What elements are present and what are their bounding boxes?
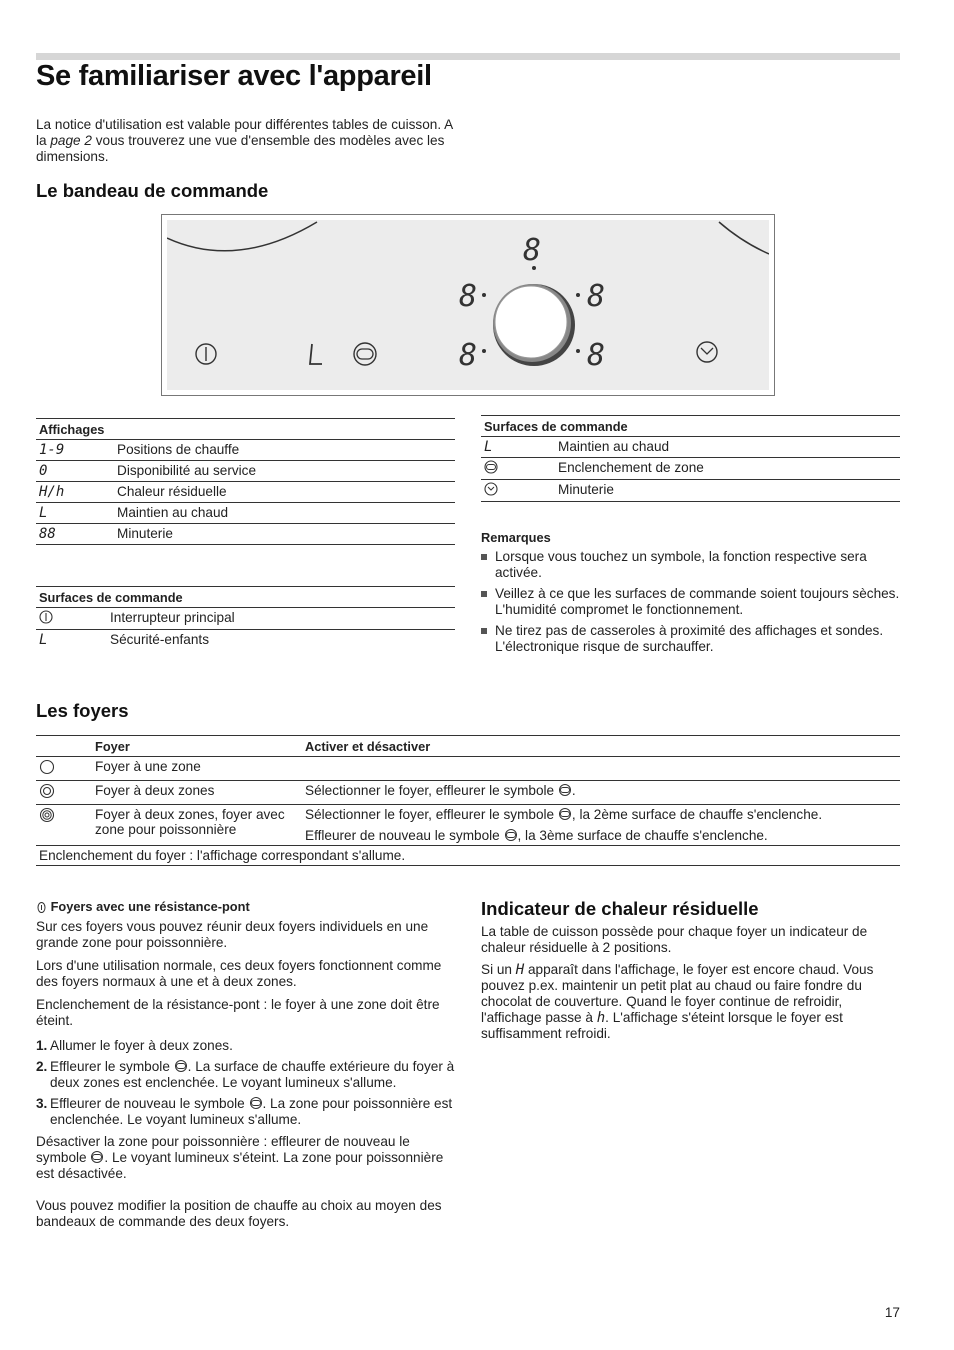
indicateur-p2: Si un H apparaît dans l'affichage, le foyer est encore chaud. Vous pouvez p.ex. maintenir un petit plat au chaud ou faire fondre du chocolat de couverture. Quand le foyer continue de refroidir, l'affichage passe à h. L'affichage s'éteint lorsque le foyer est suffisamment refroidi.: [481, 962, 874, 1041]
symbol-cell: H/h: [39, 484, 65, 500]
section-heading-foyers: Les foyers: [36, 700, 129, 721]
info-icon: [36, 900, 47, 913]
page-number: 17: [884, 1305, 900, 1320]
step-item: 2. Effleurer le symbole . La surface de chauffe extérieure du foyer à deux zones est enclenchée. Le voyant lumineux s'allume.: [36, 1059, 455, 1090]
symbol-cell: 88: [39, 526, 56, 542]
keep-warm-l-icon[interactable]: [310, 344, 322, 364]
surfaces-right-table: [481, 415, 900, 502]
zone-icon[interactable]: [354, 343, 376, 365]
zone-icon: [504, 829, 518, 841]
col-foyer-header: Foyer: [95, 739, 130, 754]
pont-p3: Enclenchement de la résistance-pont : le foyer à une zone doit être éteint.: [36, 997, 440, 1028]
label-cell: Disponibilité au service: [117, 463, 257, 478]
action-cell: Sélectionner le foyer, effleurer le symbole , la 2ème surface de chauffe s'enclenche. Effleurer de nouveau le symbole , la 3ème surface de chauffe s'enclenche.: [305, 807, 823, 843]
timer-icon: [481, 480, 555, 502]
surfaces-left-table: [36, 586, 455, 650]
foyers-table: [36, 735, 900, 866]
digit-right-top: 8: [587, 279, 606, 314]
power-icon[interactable]: [196, 344, 216, 364]
label-cell: Maintien au chaud: [558, 439, 670, 454]
section-heading-bandeau: Le bandeau de commande: [36, 180, 269, 201]
foyers-footer: Enclenchement du foyer : l'affichage correspondant s'allume.: [39, 848, 406, 863]
indicateur-p1: La table de cuisson possède pour chaque foyer un indicateur de chaleur résiduelle à 2 positions.: [481, 924, 868, 955]
section-heading-indicateur: Indicateur de chaleur résiduelle: [481, 898, 759, 919]
symbol-cell: 0: [39, 463, 48, 479]
remarques-block: [481, 530, 900, 660]
control-panel-drawing: [167, 220, 769, 390]
single-zone-icon: [36, 757, 92, 781]
timer-icon[interactable]: [697, 342, 717, 362]
label-cell: Enclenchement de zone: [558, 460, 704, 475]
l-symbol: L: [484, 439, 493, 455]
zone-icon: [558, 784, 572, 796]
step-item: 3. Effleurer de nouveau le symbole . La zone pour poissonnière est enclenchée. Le voyant lumineux s'allume.: [36, 1096, 453, 1127]
page-title: Se familiariser avec l'appareil: [36, 60, 432, 92]
digit-left-bottom: 8: [459, 338, 478, 373]
foyer-cell: Foyer à deux zones, foyer avec zone pour poissonnière: [95, 807, 285, 837]
list-item: Ne tirez pas de casseroles à proximité des affichages et sondes. L'électronique risque de surchauffer.: [481, 623, 900, 655]
label-cell: Maintien au chaud: [117, 505, 229, 520]
symbol-cell: 1-9: [39, 442, 65, 458]
l-symbol: L: [39, 632, 48, 648]
label-cell: Sécurité-enfants: [110, 632, 209, 647]
label-cell: Positions de chauffe: [117, 442, 240, 457]
action-cell: Sélectionner le foyer, effleurer le symbole .: [305, 783, 576, 798]
pont-p4: Désactiver la zone pour poissonnière : effleurer de nouveau le symbole . Le voyant lumineux s'éteint. La zone pour poissonnière est désactivée.: [36, 1134, 444, 1181]
table-header: Surfaces de commande: [484, 419, 628, 434]
remarques-heading: Remarques: [481, 530, 551, 545]
page-link[interactable]: page 2: [50, 133, 92, 148]
top-rule: [36, 53, 900, 60]
table-header: Surfaces de commande: [39, 590, 183, 605]
foyer-cell: Foyer à deux zones: [95, 783, 215, 798]
control-knob[interactable]: [493, 284, 575, 366]
col-action-header: Activer et désactiver: [305, 739, 431, 754]
label-cell: Chaleur résiduelle: [117, 484, 227, 499]
pont-p1: Sur ces foyers vous pouvez réunir deux foyers individuels en une grande zone pour poissonnière.: [36, 919, 429, 950]
zone-icon: [558, 808, 572, 820]
pont-p5: Vous pouvez modifier la position de chauffe au choix au moyen des bandeaux de commande des deux foyers.: [36, 1198, 442, 1229]
indicateur-section: [481, 924, 900, 1042]
label-cell: Minuterie: [117, 526, 173, 541]
zone-icon: [481, 458, 555, 480]
foyer-cell: Foyer à une zone: [95, 759, 201, 774]
control-panel-illustration: [161, 214, 775, 396]
step-item: 1. Allumer le foyer à deux zones.: [36, 1038, 233, 1053]
pont-heading: Foyers avec une résistance-pont: [50, 899, 250, 914]
zone-icon: [90, 1151, 104, 1163]
zone-icon: [249, 1097, 263, 1109]
digit-left-top: 8: [459, 279, 478, 314]
power-icon: [36, 608, 107, 630]
table-header: Affichages: [39, 422, 105, 437]
zone-icon: [174, 1060, 188, 1072]
affichages-table: [36, 418, 455, 545]
digit-top: 8: [523, 233, 542, 268]
label-cell: Minuterie: [558, 482, 614, 497]
pont-p2: Lors d'une utilisation normale, ces deux foyers fonctionnent comme des foyers normaux à une et à deux zones.: [36, 958, 442, 989]
symbol-cell: L: [39, 505, 48, 521]
list-item: Lorsque vous touchez un symbole, la fonction respective sera activée.: [481, 549, 900, 581]
intro-paragraph: La notice d'utilisation est valable pour différentes tables de cuisson. A la page 2 vous trouverez une vue d'ensemble des modèles avec les dimensions.: [36, 117, 453, 164]
pont-section: [36, 899, 456, 1230]
triple-zone-icon: [36, 805, 92, 846]
list-item: Veillez à ce que les surfaces de commande soient toujours sèches. L'humidité compromet le fonctionnement.: [481, 586, 900, 618]
label-cell: Interrupteur principal: [110, 610, 235, 625]
digit-right-bottom: 8: [587, 338, 606, 373]
dual-zone-icon: [36, 781, 92, 805]
